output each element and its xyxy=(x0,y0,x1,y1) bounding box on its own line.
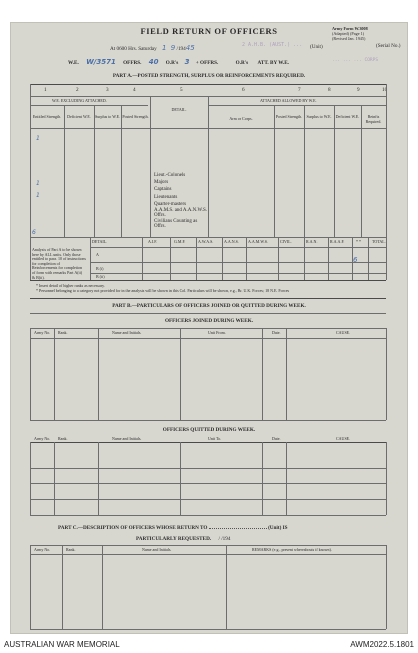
part-a-rule xyxy=(208,105,386,106)
joined-title: OFFICERS JOINED DURING WEEK. xyxy=(164,318,254,324)
part-a-rule-bottom xyxy=(30,280,386,281)
detail-row: Quarter-masters xyxy=(154,201,187,207)
part-a-title: PART A.—POSTED STRENGTH, SURPLUS OR REINFORCEMENTS REQUIRED. xyxy=(112,73,306,79)
part-a-rule-top xyxy=(30,84,386,85)
we-value-handwritten: W/3571 xyxy=(86,58,116,66)
form-number: Army Form W.3008 xyxy=(332,26,368,31)
grid-line xyxy=(98,442,99,515)
ors-label: O.R's xyxy=(165,60,179,66)
part-c-title: PART C.—DESCRIPTION OF OFFICERS WHOSE RETURN TO xyxy=(58,525,208,531)
col-number: 1 xyxy=(44,87,47,93)
col-number: 5 xyxy=(180,87,183,93)
grid-line xyxy=(94,105,95,237)
handwritten-total-mark: 6 xyxy=(353,256,358,264)
handwritten-mark: 1 xyxy=(36,192,40,199)
grid-line xyxy=(90,237,91,280)
part-c-unit-is: (Unit) IS xyxy=(268,525,288,531)
grid-line xyxy=(334,105,335,237)
subheader: Posted Strength. xyxy=(275,114,303,119)
col-number: 9 xyxy=(357,87,360,93)
col-number: 3 xyxy=(106,87,109,93)
grid-line xyxy=(286,442,287,515)
detail-row: A.A.M.S. and A.A.N.W.S. Offrs. xyxy=(154,208,208,219)
analysis-col: G.M.F. xyxy=(174,239,186,244)
quitted-col: Army No. xyxy=(34,436,51,441)
joined-col: CAUSE. xyxy=(336,330,351,335)
analysis-col: TOTAL. xyxy=(372,239,386,244)
grid-line xyxy=(64,105,65,237)
analysis-rule xyxy=(90,273,386,274)
col-number: 7 xyxy=(298,87,301,93)
grid-line xyxy=(361,105,362,237)
part-c-col: Name and Initials. xyxy=(142,547,172,552)
joined-col: Unit From. xyxy=(208,330,226,335)
grid-line xyxy=(54,442,55,515)
quitted-col: CAUSE. xyxy=(336,436,351,441)
col-number: 8 xyxy=(328,87,331,93)
grid-line xyxy=(30,84,31,280)
grid-line xyxy=(54,328,55,420)
joined-col: Rank. xyxy=(58,330,68,335)
footnote-2: * Personnel belonging to a category not provided for in the analysis will be shown in this Col. Particulars will be shown, e.g., Br. U.K. Forces; 18 N.E. Forces xyxy=(36,289,290,293)
grid-line xyxy=(180,442,181,515)
analysis-col: R.A.A.F. xyxy=(330,239,345,244)
caption-left: AUSTRALIAN WAR MEMORIAL xyxy=(4,640,120,649)
document-sheet xyxy=(10,22,408,634)
plus-offrs-label: + OFFRS. xyxy=(195,60,219,66)
att-label: ATT. BY W.E. xyxy=(257,60,289,66)
part-b-rule xyxy=(30,499,386,500)
analysis-col: CIVIL. xyxy=(280,239,292,244)
col-number: 10 xyxy=(382,87,388,93)
group-right-header: ATTACHED ALLOWED BY W.E. xyxy=(260,98,317,103)
analysis-col: A.A.M.W.S. xyxy=(248,239,268,244)
serial-no-label: (Serial No.) xyxy=(376,43,401,49)
part-b-rule xyxy=(30,338,386,339)
grid-line xyxy=(30,442,31,515)
handwritten-mark: 1 xyxy=(36,135,40,142)
grid-line xyxy=(246,237,247,280)
part-c-col: Rank. xyxy=(66,547,76,552)
offrs-label: OFFRS. xyxy=(123,60,142,66)
part-b-rule xyxy=(30,328,386,329)
subheader: Deficient W.E. xyxy=(335,114,360,119)
analysis-rule xyxy=(30,237,386,238)
grid-line xyxy=(262,328,263,420)
detail-row: Lieut.-Colonels xyxy=(154,173,186,178)
analysis-row-label: A xyxy=(96,252,99,257)
grid-line xyxy=(62,545,63,629)
subheader: Deficient W.E. xyxy=(67,114,91,119)
grid-line xyxy=(150,96,151,237)
quitted-title: OFFICERS QUITTED DURING WEEK. xyxy=(162,427,256,433)
offrs-value-handwritten: 40 xyxy=(148,58,159,66)
quitted-col: Name and Initials. xyxy=(112,436,142,441)
part-b-rule xyxy=(30,442,386,443)
analysis-rule xyxy=(90,262,386,263)
part-b-rule-top xyxy=(30,298,386,299)
subheader-detail: DETAIL. xyxy=(171,107,187,112)
quitted-col: Unit To. xyxy=(208,436,222,441)
grid-line xyxy=(304,105,305,237)
grid-line xyxy=(222,237,223,280)
grid-line xyxy=(328,237,329,280)
analysis-col: A.A.N.S. xyxy=(224,239,239,244)
footnote-1: * Insert detail of higher ranks as necessary. xyxy=(36,283,105,288)
grid-line xyxy=(170,237,171,280)
subheader: Posted Strength. xyxy=(122,114,149,119)
analysis-note xyxy=(32,248,86,280)
col-number: 4 xyxy=(133,87,136,93)
analysis-col: A.W.A.S. xyxy=(198,239,214,244)
grid-line xyxy=(278,237,279,280)
subheader: Surplus to W.E. xyxy=(306,114,332,119)
caption-right: AWM2022.5.1801 xyxy=(350,640,414,649)
date-day-handwritten: 1 xyxy=(161,44,167,52)
detail-row: Civilians Counting as Offrs. xyxy=(154,218,198,230)
ors-label-2: O.R's xyxy=(235,60,249,66)
part-c-rule xyxy=(30,629,386,630)
col-number: 2 xyxy=(76,87,79,93)
grid-line xyxy=(98,328,99,420)
we-label: W.E. xyxy=(68,60,79,66)
grid-line xyxy=(30,545,31,629)
subheader: Surplus to W.E. xyxy=(94,114,121,119)
we-line xyxy=(68,58,289,66)
grid-line xyxy=(180,328,181,420)
grid-line xyxy=(196,237,197,280)
form-adapted: (Adapted) (Page 1) xyxy=(332,31,365,36)
detail-row: Lieutenants xyxy=(154,194,178,200)
part-c-col: REMARKS (e.g., present whereabouts if known). xyxy=(252,547,332,552)
detail-row: Majors xyxy=(154,180,169,186)
part-b-rule xyxy=(30,515,386,516)
part-b-title: PART B.—PARTICULARS OF OFFICERS JOINED OR QUITTED DURING WEEK. xyxy=(112,303,306,309)
part-c-rule xyxy=(30,545,386,546)
analysis-row-label: B (i) xyxy=(96,266,104,271)
at-line xyxy=(110,44,195,52)
form-title: FIELD RETURN OF OFFICERS xyxy=(140,26,278,36)
part-a-rule xyxy=(30,105,148,106)
part-c-requested: PARTICULARLY REQUESTED. xyxy=(136,536,212,542)
subheader: Reinfts Required. xyxy=(365,114,382,124)
grid-line xyxy=(142,237,143,280)
quitted-col: Rank. xyxy=(58,436,68,441)
grid-line xyxy=(102,545,103,629)
subheader: Entitled Strength. xyxy=(32,114,62,119)
col-number: 6 xyxy=(242,87,245,93)
subheader: Arm or Corps. xyxy=(229,116,253,121)
grid-line xyxy=(304,237,305,280)
handwritten-mark: 1 xyxy=(36,180,40,187)
part-c-rule xyxy=(30,554,386,555)
grid-line xyxy=(386,545,387,629)
detail-row: Captains xyxy=(154,187,172,193)
grid-line xyxy=(386,328,387,420)
group-left-header: W.E. EXCLUDING ATTACHED. xyxy=(52,98,107,103)
ors-value-handwritten: 3 xyxy=(184,58,190,66)
joined-col: Date. xyxy=(272,330,281,335)
grid-line xyxy=(386,442,387,515)
date-month-handwritten: 9 xyxy=(170,44,176,52)
grid-line xyxy=(368,237,369,280)
grid-line xyxy=(226,545,227,629)
analysis-col: DETAIL. xyxy=(92,239,108,244)
at-line-label: At 0600 Hrs. Saturday xyxy=(110,46,157,52)
detail-rank-list xyxy=(154,172,210,230)
analysis-row-label: B (ii) xyxy=(96,274,105,279)
form-meta xyxy=(332,26,368,41)
analysis-note-text-2: for completion of form with remarks Part A(ii) & B(ii). xyxy=(32,265,83,280)
part-b-rule xyxy=(30,313,386,314)
grid-line xyxy=(386,84,387,280)
date-year-handwritten: 45 xyxy=(185,44,195,52)
grid-line xyxy=(274,105,275,237)
side-stamp: ... ... ... CORPS xyxy=(332,58,379,63)
handwritten-mark: 6 xyxy=(32,229,36,236)
analysis-rule xyxy=(90,247,386,248)
part-c-col: Army No. xyxy=(34,547,51,552)
part-c-title-line2 xyxy=(136,536,230,542)
form-revised: (Revised Jan. 1945) xyxy=(332,36,366,41)
part-b-rule xyxy=(30,420,386,421)
part-b-rule xyxy=(30,483,386,484)
unit-label: (Unit) xyxy=(310,44,323,50)
quitted-col: Date. xyxy=(272,436,281,441)
at-date-suffix: /194 xyxy=(176,46,186,52)
part-b-rule xyxy=(30,468,386,469)
joined-col: Name and Initials. xyxy=(112,330,142,335)
analysis-col: A.I.F. xyxy=(148,239,158,244)
grid-line xyxy=(262,442,263,515)
grid-line xyxy=(30,328,31,420)
analysis-col: * * xyxy=(356,239,361,244)
grid-line xyxy=(286,328,287,420)
part-c-date-blank: / /194 xyxy=(218,536,231,542)
analysis-col: R.A.N. xyxy=(306,239,318,244)
part-c-title-line1 xyxy=(58,525,288,531)
analysis-note-text: Analysis of Part A to be shown here by ALL units. Only those entitled to para. 10 of instructions for completion of Reinforcements xyxy=(32,247,86,271)
grid-line xyxy=(121,105,122,237)
joined-col: Army No. xyxy=(34,330,51,335)
unit-stamp: 2 A.H.B. (AUST.) ... xyxy=(242,42,303,48)
